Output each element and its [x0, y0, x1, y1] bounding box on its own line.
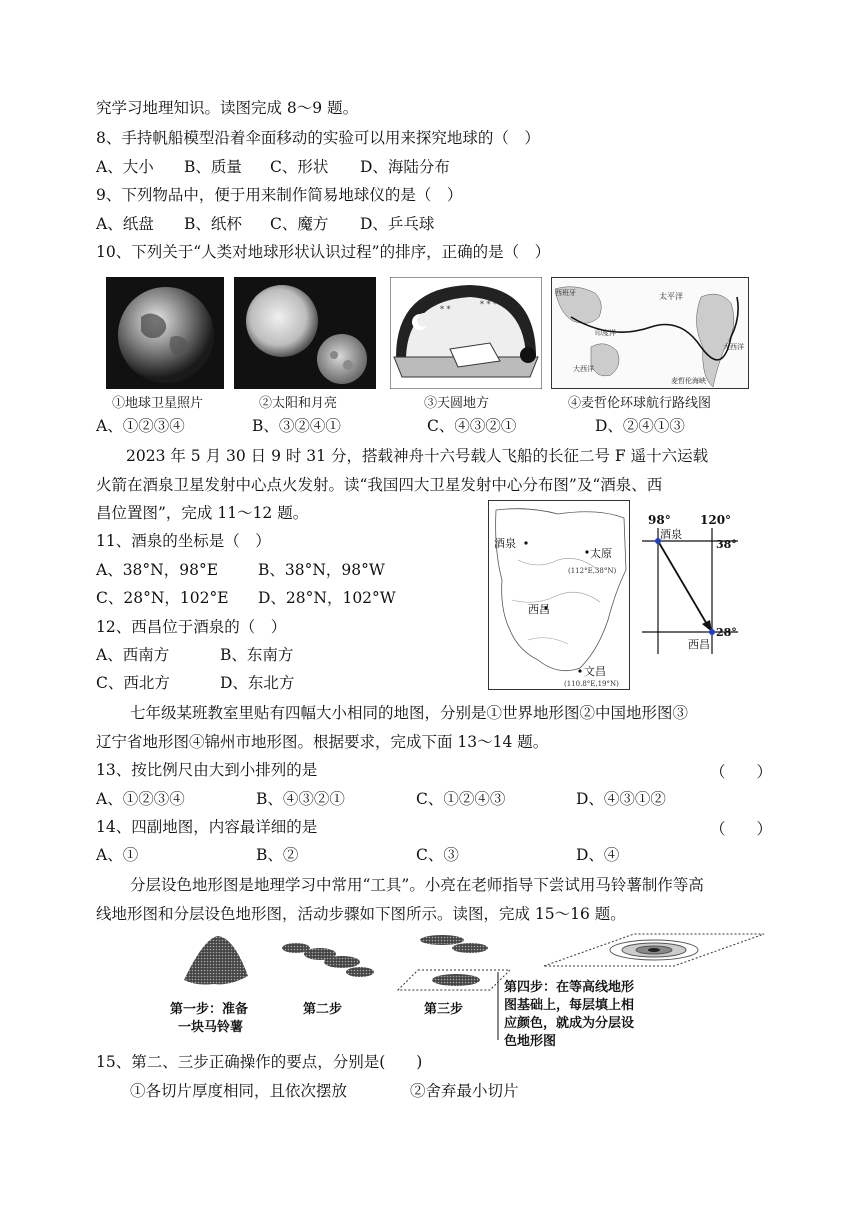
grid-jiuquan-label: 酒泉 — [660, 528, 682, 541]
q8-option-d[interactable]: D、海陆分布 — [360, 158, 450, 176]
q10-stem: 10、下列关于“人类对地球形状认识过程”的排序，正确的是（ ） — [96, 243, 551, 261]
q9-stem: 9、下列物品中，便于用来制作简易地球仪的是（ ） — [96, 186, 463, 204]
step3-label: 第三步 — [424, 1002, 464, 1017]
q11-option-c[interactable]: C、28°N，102°E — [96, 589, 229, 607]
atlantic-label-1: 大西洋 — [573, 365, 594, 373]
q10-options — [96, 416, 685, 436]
taiyuan-label: 太原 — [590, 547, 612, 560]
q13-option-b[interactable]: B、④③②① — [256, 790, 345, 808]
q15-sub-1: ①各切片厚度相同，且依次摆放 — [130, 1082, 348, 1100]
xichang-label: 西昌 — [528, 603, 550, 616]
dome-sky-illustration — [390, 277, 542, 389]
jiuquan-label: 酒泉 — [494, 537, 516, 550]
q15-sub-2: ②舍弃最小切片 — [410, 1082, 519, 1100]
lat-38-label: 38° — [716, 538, 737, 551]
step1-label-b: 一块马铃薯 — [178, 1020, 244, 1035]
lat-28-label: 28° — [716, 626, 737, 639]
intro13-line1: 七年级某班教室里贴有四幅大小相同的地图，分别是①世界地形图②中国地形图③ — [130, 704, 689, 722]
svg-text:* * *: * * * — [480, 300, 498, 309]
spain-label: 西班牙 — [555, 289, 576, 297]
q9-option-a[interactable]: A、纸盘 — [96, 215, 154, 233]
q11-option-b[interactable]: B、38°N，98°W — [258, 561, 385, 579]
sun-moon-photo — [234, 277, 376, 389]
q14-answer-paren[interactable]: （ ） — [710, 820, 773, 838]
q9-option-c[interactable]: C、魔方 — [270, 215, 329, 233]
q11-option-a[interactable]: A、38°N，98°E — [96, 561, 219, 579]
q10-option-c[interactable]: C、④③②① — [427, 417, 517, 435]
q14-option-b[interactable]: B、② — [256, 846, 299, 864]
q8-option-b[interactable]: B、质量 — [184, 158, 242, 176]
svg-text:* *: * * — [440, 305, 451, 314]
q12-options-row2 — [96, 673, 294, 693]
q8-stem: 8、手持帆船模型沿着伞面移动的实验可以用来探究地球的（ ） — [96, 129, 540, 147]
magellan-route-map — [551, 277, 749, 389]
q12-stem: 12、西昌位于酒泉的（ ） — [96, 618, 287, 636]
jiuquan-xichang-grid — [638, 508, 748, 658]
wenchang-label: 文昌 — [584, 665, 606, 678]
q11-option-d[interactable]: D、28°N，102°W — [258, 589, 396, 607]
caption-1: ①地球卫星照片 — [112, 396, 204, 411]
taiyuan-coord: (112°E,38°N) — [568, 567, 617, 575]
lon-120-label: 120° — [700, 513, 732, 527]
wenchang-coord: (110.8°E,19°N) — [564, 680, 619, 688]
q15-subitems — [130, 1081, 519, 1101]
step1-label-a: 第一步：准备 — [170, 1002, 249, 1017]
indian-label: 印度洋 — [595, 329, 616, 337]
intro13-line2: 辽宁省地形图④锦州市地形图。根据要求，完成下面 13～14 题。 — [96, 733, 549, 751]
q12-option-a[interactable]: A、西南方 — [96, 646, 170, 664]
q11-stem: 11、酒泉的坐标是（ ） — [96, 532, 271, 550]
q13-option-c[interactable]: C、①②④③ — [416, 790, 506, 808]
step4-label-d: 色地形图 — [504, 1034, 557, 1049]
step4-label-b: 图基础上，每层填上相 — [504, 998, 635, 1013]
q14-option-a[interactable]: A、① — [96, 846, 139, 864]
q12-option-b[interactable]: B、东南方 — [220, 646, 294, 664]
step4-label-c: 应颜色，就成为分层设 — [504, 1016, 635, 1031]
potato-steps-figure — [170, 930, 770, 1045]
q13-option-a[interactable]: A、①②③④ — [96, 790, 185, 808]
caption-2: ②太阳和月亮 — [259, 396, 338, 411]
caption-4: ④麦哲伦环球航行路线图 — [568, 396, 712, 411]
q11-options-row2 — [96, 588, 396, 608]
intro11-line3: 昌位置图”，完成 11～12 题。 — [96, 504, 309, 522]
q9-options — [96, 214, 434, 234]
q8-option-a[interactable]: A、大小 — [96, 158, 154, 176]
satellite-photo — [106, 277, 224, 389]
q10-option-a[interactable]: A、①②③④ — [96, 417, 185, 435]
q9-option-b[interactable]: B、纸杯 — [184, 215, 242, 233]
q12-option-d[interactable]: D、东北方 — [220, 674, 295, 692]
step4-label-a: 第四步：在等高线地形 — [504, 980, 635, 995]
pacific-label: 太平洋 — [659, 292, 683, 301]
q8-options — [96, 157, 450, 177]
lon-98-label: 98° — [648, 513, 671, 527]
q14-options — [96, 845, 619, 865]
q10-option-d[interactable]: D、②④①③ — [595, 417, 685, 435]
q15-stem: 15、第二、三步正确操作的要点，分别是( ) — [96, 1053, 423, 1071]
q14-option-c[interactable]: C、③ — [416, 846, 459, 864]
q8-option-c[interactable]: C、形状 — [270, 158, 329, 176]
intro-tail: 究学习地理知识。读图完成 8～9 题。 — [96, 99, 359, 117]
q13-options — [96, 789, 666, 809]
q10-option-b[interactable]: B、③②④① — [252, 417, 341, 435]
step2-label: 第二步 — [303, 1002, 343, 1017]
q13-answer-paren[interactable]: （ ） — [710, 763, 773, 781]
intro11-line1: 2023 年 5 月 30 日 9 时 31 分，搭载神舟十六号载人飞船的长征二号 F 遥十六运载 — [126, 447, 709, 465]
strait-label: 麦哲伦海峡 — [671, 377, 706, 385]
q12-options-row1 — [96, 645, 293, 665]
atlantic-label-2: 大西洋 — [723, 343, 744, 351]
q14-stem: 14、四副地图，内容最详细的是 — [96, 818, 318, 836]
q11-options-row1 — [96, 560, 385, 580]
q9-option-d[interactable]: D、乒乓球 — [360, 215, 435, 233]
q13-option-d[interactable]: D、④③①② — [576, 790, 666, 808]
caption-3: ③天圆地方 — [424, 396, 490, 411]
intro15-line2: 线地形图和分层设色地形图，活动步骤如下图所示。读图，完成 15～16 题。 — [96, 905, 626, 923]
q12-option-c[interactable]: C、西北方 — [96, 674, 170, 692]
q14-option-d[interactable]: D、④ — [576, 846, 620, 864]
grid-xichang-label: 西昌 — [688, 638, 710, 651]
q13-stem: 13、按比例尺由大到小排列的是 — [96, 761, 318, 779]
china-launch-center-map — [488, 500, 630, 690]
intro15-line1: 分层设色地形图是地理学习中常用“工具”。小亮在老师指导下尝试用马铃薯制作等高 — [130, 876, 704, 894]
intro11-line2: 火箭在酒泉卫星发射中心点火发射。读“我国四大卫星发射中心分布图”及“酒泉、西 — [96, 476, 663, 494]
